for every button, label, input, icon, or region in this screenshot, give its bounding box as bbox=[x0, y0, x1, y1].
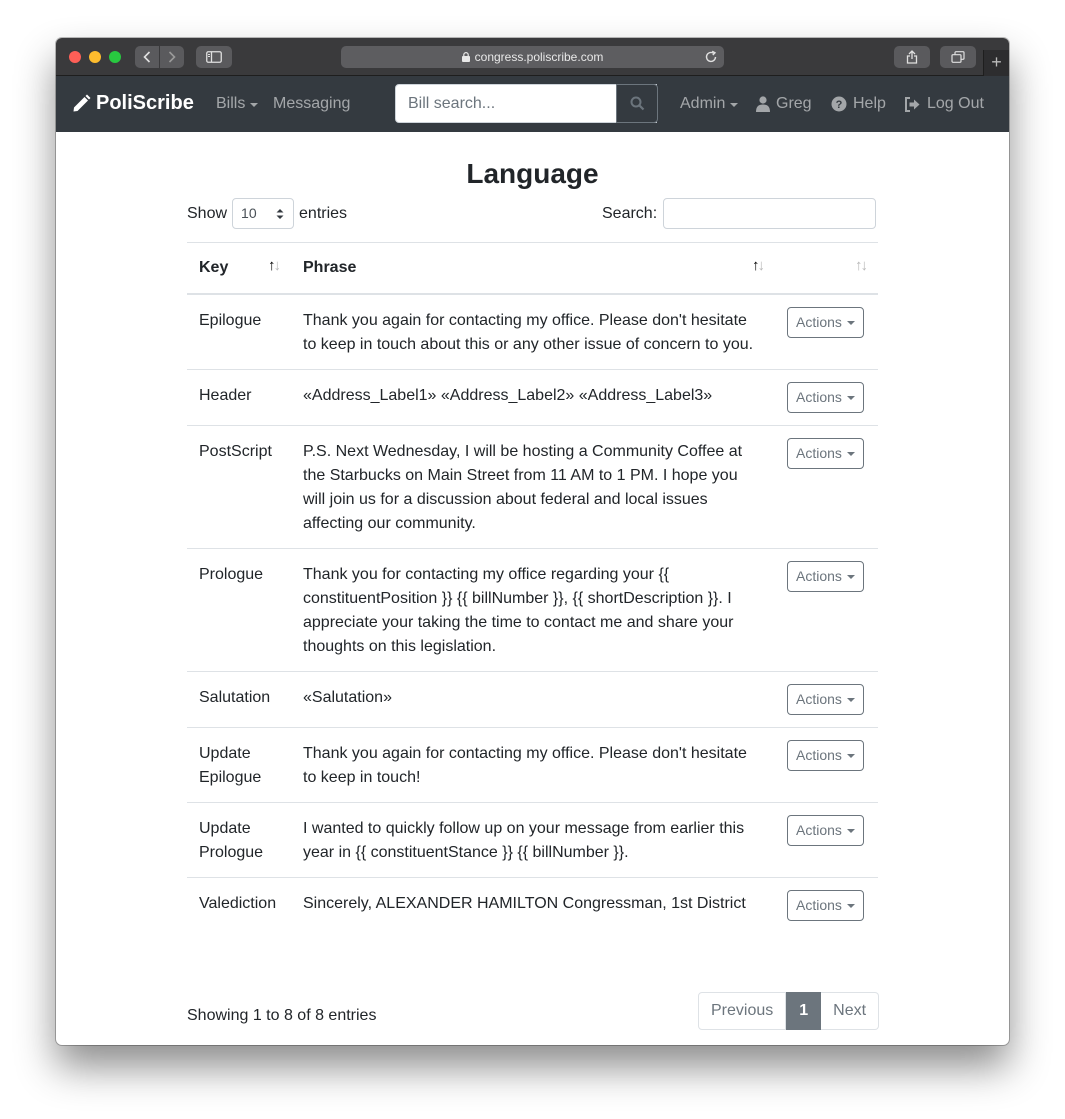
table-row bbox=[187, 548, 878, 671]
table-header-row bbox=[187, 243, 878, 294]
browser-toolbar bbox=[56, 38, 1009, 76]
search-icon bbox=[630, 96, 645, 111]
row-key: Header bbox=[187, 369, 291, 425]
row-phrase: Thank you again for contacting my office. Please don't hesitate to keep in touch about this or any other issue of concern to you. bbox=[291, 294, 775, 370]
tabs-overview-button[interactable] bbox=[940, 46, 976, 68]
zoom-window-button[interactable] bbox=[109, 51, 121, 63]
row-key: Prologue bbox=[187, 548, 291, 671]
share-button[interactable] bbox=[894, 46, 930, 68]
row-phrase: Sincerely, ALEXANDER HAMILTON Congressman, 1st District bbox=[291, 877, 775, 933]
new-tab-button[interactable]: + bbox=[983, 50, 1009, 76]
browser-window bbox=[56, 38, 1009, 1045]
row-key: Update Epilogue bbox=[187, 727, 291, 802]
messaging-link[interactable] bbox=[273, 95, 350, 113]
actions-dropdown-button[interactable] bbox=[787, 815, 864, 846]
row-phrase: P.S. Next Wednesday, I will be hosting a Community Coffee at the Starbucks on Main Street from 11 AM to 1 PM. I hope you will join us for a discussion about federal and local issues affecting our community. bbox=[291, 425, 775, 548]
row-phrase: I wanted to quickly follow up on your message from earlier this year in {{ constituentStance }} {{ billNumber }}. bbox=[291, 802, 775, 877]
caret-down-icon bbox=[847, 904, 855, 908]
table-info: Showing 1 to 8 of 8 entries bbox=[187, 1007, 377, 1024]
sort-icon: ↑ ↓ bbox=[855, 257, 868, 274]
table-row bbox=[187, 877, 878, 933]
actions-label: Actions bbox=[796, 445, 842, 461]
page-length-control bbox=[187, 198, 347, 229]
caret-down-icon bbox=[250, 103, 258, 107]
close-window-button[interactable] bbox=[69, 51, 81, 63]
actions-label: Actions bbox=[796, 389, 842, 405]
address-bar[interactable] bbox=[341, 46, 724, 68]
page-1-button[interactable]: 1 bbox=[786, 992, 821, 1030]
logout-label: Log Out bbox=[927, 95, 984, 112]
forward-button[interactable] bbox=[160, 46, 184, 68]
question-circle-icon bbox=[831, 96, 847, 112]
show-label: Show bbox=[187, 204, 228, 222]
search-label: Search: bbox=[602, 204, 658, 222]
reload-icon[interactable] bbox=[704, 50, 718, 64]
page-length-select[interactable] bbox=[232, 198, 294, 229]
select-arrows-icon bbox=[276, 208, 284, 220]
tabs-icon bbox=[951, 51, 965, 63]
caret-down-icon bbox=[847, 754, 855, 758]
svg-text:?: ? bbox=[835, 99, 843, 111]
row-key: Epilogue bbox=[187, 294, 291, 370]
phrase-header-label: Phrase bbox=[303, 258, 357, 276]
caret-down-icon bbox=[730, 103, 738, 107]
caret-down-icon bbox=[847, 575, 855, 579]
bill-search-input[interactable]: Bill search... bbox=[395, 84, 657, 123]
previous-page-button[interactable]: Previous bbox=[698, 992, 786, 1030]
table-row bbox=[187, 727, 878, 802]
row-key: PostScript bbox=[187, 425, 291, 548]
table-search-input[interactable] bbox=[663, 198, 876, 229]
key-column-header[interactable] bbox=[187, 243, 291, 294]
actions-dropdown-button[interactable] bbox=[787, 684, 864, 715]
table-row bbox=[187, 294, 878, 370]
chevron-left-icon bbox=[143, 51, 151, 63]
caret-down-icon bbox=[847, 452, 855, 456]
page-title: Language bbox=[466, 158, 599, 189]
brand-name: PoliScribe bbox=[96, 92, 194, 114]
pencil-icon bbox=[72, 94, 91, 113]
caret-down-icon bbox=[847, 829, 855, 833]
app-navbar bbox=[56, 76, 1009, 132]
actions-dropdown-button[interactable] bbox=[787, 307, 864, 338]
chevron-right-icon bbox=[168, 51, 176, 63]
caret-down-icon bbox=[847, 396, 855, 400]
sort-asc-icon: ↑ ↓ bbox=[268, 257, 281, 274]
admin-menu[interactable] bbox=[680, 95, 738, 113]
entries-label: entries bbox=[299, 204, 348, 222]
lock-icon bbox=[462, 52, 470, 62]
row-phrase: «Salutation» bbox=[291, 671, 775, 727]
caret-down-icon bbox=[847, 321, 855, 325]
help-link[interactable] bbox=[831, 95, 886, 113]
help-label: Help bbox=[853, 95, 886, 112]
brand-link[interactable] bbox=[72, 92, 194, 115]
language-table bbox=[187, 242, 878, 933]
sidebar-toggle-button[interactable] bbox=[196, 46, 232, 68]
row-phrase: Thank you again for contacting my office. Please don't hesitate to keep in touch! bbox=[291, 727, 775, 802]
bills-menu[interactable] bbox=[216, 95, 258, 113]
url-text: congress.poliscribe.com bbox=[474, 50, 604, 64]
actions-label: Actions bbox=[796, 691, 842, 707]
caret-down-icon bbox=[847, 698, 855, 702]
phrase-column-header[interactable] bbox=[291, 243, 775, 294]
actions-dropdown-button[interactable] bbox=[787, 561, 864, 592]
pagination bbox=[698, 992, 879, 1030]
user-icon bbox=[756, 96, 770, 112]
table-filter bbox=[602, 198, 876, 229]
logout-link[interactable] bbox=[904, 95, 984, 113]
bill-search-button[interactable] bbox=[616, 84, 658, 123]
minimize-window-button[interactable] bbox=[89, 51, 101, 63]
admin-label: Admin bbox=[680, 95, 726, 112]
key-header-label: Key bbox=[199, 258, 229, 276]
actions-label: Actions bbox=[796, 747, 842, 763]
actions-dropdown-button[interactable] bbox=[787, 740, 864, 771]
actions-dropdown-button[interactable] bbox=[787, 438, 864, 469]
sign-out-icon bbox=[904, 97, 921, 112]
table-row bbox=[187, 802, 878, 877]
row-key: Salutation bbox=[187, 671, 291, 727]
table-row bbox=[187, 425, 878, 548]
actions-column-header[interactable] bbox=[775, 243, 878, 294]
bills-label: Bills bbox=[216, 95, 246, 112]
user-menu[interactable] bbox=[756, 95, 812, 113]
sort-asc-icon: ↑ ↓ bbox=[752, 257, 765, 274]
user-name: Greg bbox=[776, 95, 812, 112]
row-key: Update Prologue bbox=[187, 802, 291, 877]
messaging-label: Messaging bbox=[273, 95, 351, 112]
table-row bbox=[187, 671, 878, 727]
actions-dropdown-button[interactable] bbox=[787, 890, 864, 921]
page-length-value: 10 bbox=[241, 205, 257, 221]
sidebar-icon bbox=[206, 51, 222, 63]
actions-label: Actions bbox=[796, 314, 842, 330]
row-phrase: Thank you for contacting my office regarding your {{ constituentPosition }} {{ billNumber }}, {{ shortDescription }}. I appreciate your taking the time to contact me and share your thoughts on this legislation. bbox=[291, 548, 775, 671]
row-phrase: «Address_Label1» «Address_Label2» «Address_Label3» bbox=[291, 369, 775, 425]
actions-label: Actions bbox=[796, 897, 842, 913]
row-key: Valediction bbox=[187, 877, 291, 933]
actions-label: Actions bbox=[796, 822, 842, 838]
actions-label: Actions bbox=[796, 568, 842, 584]
table-row bbox=[187, 369, 878, 425]
share-icon bbox=[906, 50, 918, 64]
actions-dropdown-button[interactable] bbox=[787, 382, 864, 413]
back-button[interactable] bbox=[135, 46, 159, 68]
next-page-button[interactable]: Next bbox=[821, 992, 879, 1030]
